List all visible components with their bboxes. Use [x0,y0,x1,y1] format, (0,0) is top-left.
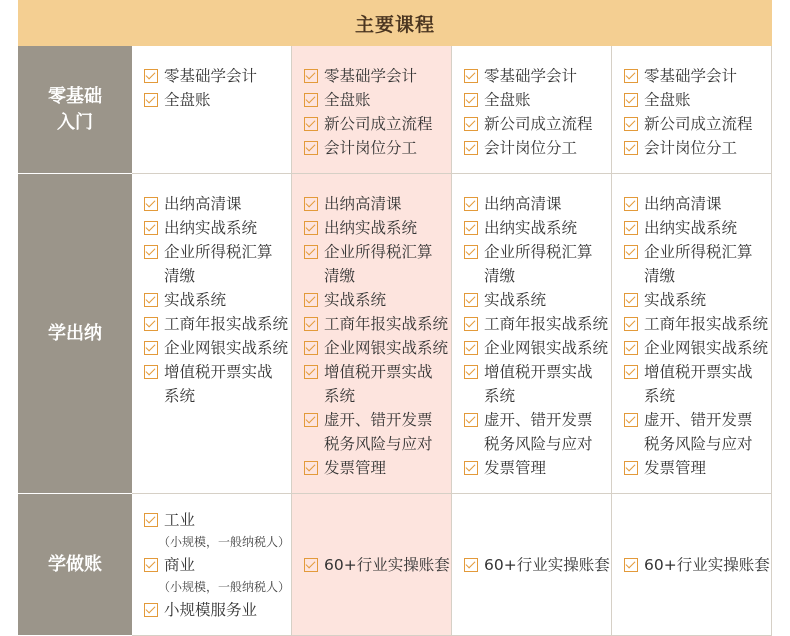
course-item-label: 小规模服务业 [164,601,258,619]
course-item [304,312,451,336]
checkbox-checked-icon [464,293,478,307]
course-item-label: 企业所得税汇算 清缴 [484,243,593,285]
checkbox-checked-icon [624,93,638,107]
course-item [624,456,771,480]
course-item-label: 发票管理 [644,459,707,477]
course-cell [292,46,452,174]
course-item-label: 虚开、错开发票 税务风险与应对 [484,411,593,453]
course-list [624,64,771,160]
course-item [464,64,611,88]
course-item [464,336,611,360]
course-item-label: 会计岗位分工 [644,139,738,157]
course-cell [612,46,772,174]
course-item-label: 增值税开票实战 系统 [164,363,273,405]
course-item [464,216,611,240]
checkbox-checked-icon [304,341,318,355]
checkbox-checked-icon [304,365,318,379]
checkbox-checked-icon [144,603,158,617]
course-item [464,408,611,456]
course-item [144,64,291,88]
course-item-label: 60+行业实操账套 [324,555,450,574]
checkbox-checked-icon [464,245,478,259]
course-table [18,46,772,636]
course-cell [452,174,612,494]
course-item [624,408,771,456]
checkbox-checked-icon [304,293,318,307]
course-item [304,112,451,136]
course-item [464,192,611,216]
checkbox-checked-icon [304,317,318,331]
course-item-label: 出纳高清课 [644,195,722,213]
row-label-cashier: 学出纳 [18,174,132,494]
course-item-label: 工商年报实战系统 [324,315,449,333]
checkbox-checked-icon [464,461,478,475]
checkbox-checked-icon [624,197,638,211]
course-item [624,553,770,577]
course-item [144,288,291,312]
checkbox-checked-icon [144,558,158,572]
checkbox-checked-icon [624,317,638,331]
course-list [624,192,771,480]
course-cell [452,46,612,174]
course-item-note: （小规模，一般纳税人） [158,535,291,549]
course-cell [132,46,292,174]
course-item-label: 工商年报实战系统 [644,315,769,333]
checkbox-checked-icon [304,117,318,131]
checkbox-checked-icon [624,221,638,235]
course-item-label: 全盘账 [644,91,691,109]
course-item-label: 实战系统 [644,291,707,309]
course-item [624,312,771,336]
course-item-label: 出纳高清课 [164,195,242,213]
checkbox-checked-icon [144,317,158,331]
course-item-label: 会计岗位分工 [324,139,418,157]
course-item-label: 实战系统 [484,291,547,309]
checkbox-checked-icon [464,221,478,235]
checkbox-checked-icon [624,365,638,379]
checkbox-checked-icon [304,413,318,427]
course-item-label: 工业 [164,511,196,529]
course-item [624,360,771,408]
course-item [304,64,451,88]
checkbox-checked-icon [304,197,318,211]
checkbox-checked-icon [464,93,478,107]
checkbox-checked-icon [304,245,318,259]
checkbox-checked-icon [464,69,478,83]
course-item [624,336,771,360]
course-item-note: （小规模，一般纳税人） [158,580,291,594]
checkbox-checked-icon [144,513,158,527]
course-item [304,216,451,240]
course-item [624,64,771,88]
course-item [624,136,771,160]
course-item-label: 增值税开票实战 系统 [324,363,433,405]
course-item [144,312,291,336]
course-item-label: 增值税开票实战 系统 [644,363,753,405]
checkbox-checked-icon [624,117,638,131]
course-item-label: 全盘账 [484,91,531,109]
course-cell [132,174,292,494]
checkbox-checked-icon [304,69,318,83]
course-item-label: 全盘账 [164,91,211,109]
course-item [464,240,611,288]
course-item-label: 零基础学会计 [484,67,578,85]
course-item-label: 新公司成立流程 [484,115,593,133]
course-item [304,408,451,456]
checkbox-checked-icon [464,413,478,427]
course-item-label: 出纳高清课 [484,195,562,213]
course-list [304,553,450,577]
course-list [464,553,610,577]
course-item [304,456,451,480]
course-cell [292,494,452,636]
course-item [144,240,291,288]
course-item-label: 发票管理 [484,459,547,477]
checkbox-checked-icon [144,341,158,355]
course-item [144,508,291,532]
course-item-label: 实战系统 [164,291,227,309]
course-item-label: 企业网银实战系统 [164,339,289,357]
course-item [624,240,771,288]
course-item-label: 企业网银实战系统 [644,339,769,357]
checkbox-checked-icon [304,141,318,155]
table-title: 主要课程 [18,0,772,46]
row-label-beginner: 零基础 入门 [18,46,132,174]
checkbox-checked-icon [464,558,478,572]
checkbox-checked-icon [304,558,318,572]
course-item-label: 商业 [164,556,196,574]
course-item [304,288,451,312]
checkbox-checked-icon [304,221,318,235]
checkbox-checked-icon [144,69,158,83]
course-item [464,288,611,312]
course-item [144,553,291,577]
course-list [464,192,611,480]
checkbox-checked-icon [624,341,638,355]
course-list [304,64,451,160]
course-item [144,336,291,360]
checkbox-checked-icon [144,293,158,307]
course-item [464,136,611,160]
course-item [464,112,611,136]
course-item [144,88,291,112]
course-item-label: 零基础学会计 [644,67,738,85]
course-item [304,553,450,577]
course-list [144,508,291,622]
course-item-label: 企业所得税汇算 清缴 [324,243,433,285]
checkbox-checked-icon [144,197,158,211]
course-item [144,360,291,408]
course-item [144,192,291,216]
course-list [304,192,451,480]
checkbox-checked-icon [464,365,478,379]
checkbox-checked-icon [624,558,638,572]
course-item-label: 工商年报实战系统 [164,315,289,333]
course-list [464,64,611,160]
course-list [144,64,291,112]
checkbox-checked-icon [624,461,638,475]
checkbox-checked-icon [624,413,638,427]
course-item [464,553,610,577]
course-item [624,112,771,136]
course-item-label: 发票管理 [324,459,387,477]
course-item [624,192,771,216]
checkbox-checked-icon [624,69,638,83]
checkbox-checked-icon [304,461,318,475]
course-cell [292,174,452,494]
course-list [144,192,291,408]
course-item-label: 会计岗位分工 [484,139,578,157]
course-cell [452,494,612,636]
course-item-label: 零基础学会计 [324,67,418,85]
course-item [464,88,611,112]
course-cell [612,174,772,494]
checkbox-checked-icon [144,93,158,107]
course-item [304,336,451,360]
course-item-label: 60+行业实操账套 [644,555,770,574]
checkbox-checked-icon [624,245,638,259]
course-cell [612,494,772,636]
course-item [304,88,451,112]
course-item-label: 企业所得税汇算 清缴 [164,243,273,285]
checkbox-checked-icon [464,197,478,211]
checkbox-checked-icon [144,221,158,235]
course-item-label: 新公司成立流程 [324,115,433,133]
checkbox-checked-icon [464,341,478,355]
course-item-label: 企业所得税汇算 清缴 [644,243,753,285]
checkbox-checked-icon [624,293,638,307]
course-item-label: 全盘账 [324,91,371,109]
course-item-label: 实战系统 [324,291,387,309]
course-item-label: 工商年报实战系统 [484,315,609,333]
course-item [624,216,771,240]
course-item [464,456,611,480]
course-item [304,192,451,216]
course-item-label: 新公司成立流程 [644,115,753,133]
course-item [624,88,771,112]
course-item-label: 出纳实战系统 [644,219,738,237]
course-item [304,136,451,160]
course-item-label: 零基础学会计 [164,67,258,85]
checkbox-checked-icon [304,93,318,107]
course-item-label: 出纳实战系统 [164,219,258,237]
course-item [144,216,291,240]
course-item [464,360,611,408]
checkbox-checked-icon [464,141,478,155]
course-item [144,598,291,622]
checkbox-checked-icon [624,141,638,155]
course-cell [132,494,292,636]
course-item-label: 虚开、错开发票 税务风险与应对 [324,411,433,453]
course-item-label: 企业网银实战系统 [324,339,449,357]
course-item [304,240,451,288]
row-label-bookkeeping: 学做账 [18,494,132,636]
course-item [464,312,611,336]
checkbox-checked-icon [464,117,478,131]
checkbox-checked-icon [464,317,478,331]
course-list [624,553,770,577]
checkbox-checked-icon [144,245,158,259]
course-item-label: 出纳高清课 [324,195,402,213]
course-item-label: 企业网银实战系统 [484,339,609,357]
checkbox-checked-icon [144,365,158,379]
course-item-label: 60+行业实操账套 [484,555,610,574]
course-item-label: 出纳实战系统 [324,219,418,237]
course-item-label: 出纳实战系统 [484,219,578,237]
course-item [304,360,451,408]
course-item [624,288,771,312]
course-item-label: 增值税开票实战 系统 [484,363,593,405]
course-item-label: 虚开、错开发票 税务风险与应对 [644,411,753,453]
